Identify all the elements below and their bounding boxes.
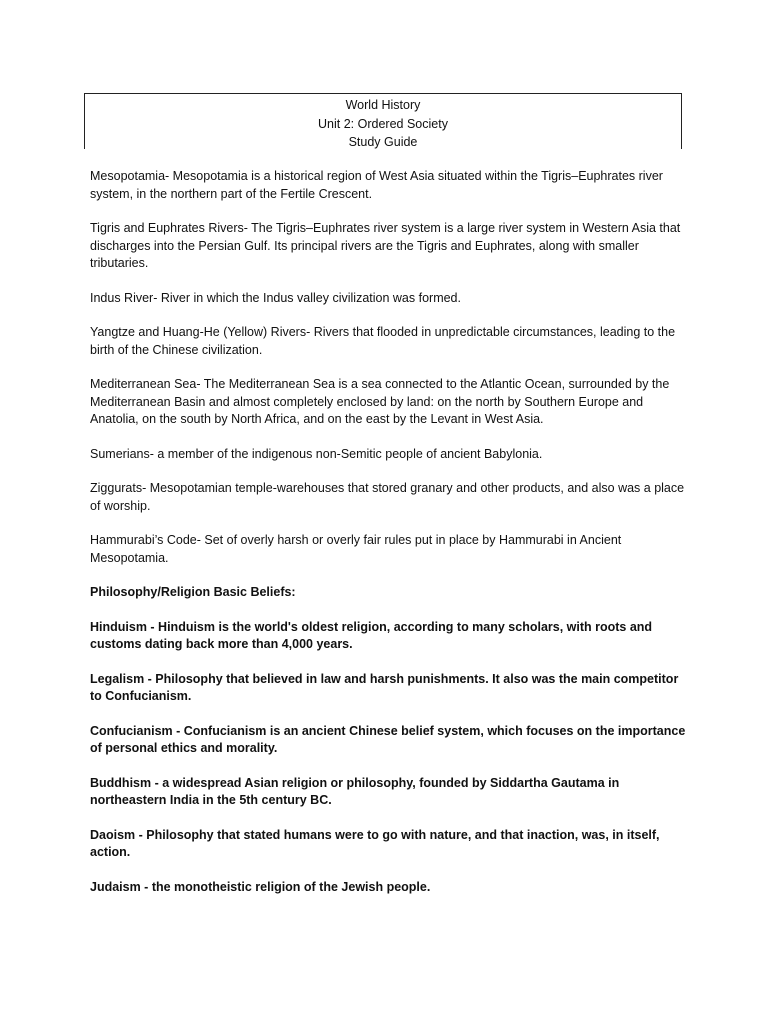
belief-confucianism: Confucianism - Confucianism is an ancient Chinese belief system, which focuses on the importance of personal ethics and morality.	[90, 723, 686, 755]
term-mediterranean-sea: Mediterranean Sea- The Mediterranean Sea is a sea connected to the Atlantic Ocean, surrounded by the Mediterranean Basin and almost completely enclosed by land: on the north by Southern Europe and Anatolia, on the south by North Africa, and on the east by the Levant in West Asia.	[90, 377, 670, 426]
belief-buddhism: Buddhism - a widespread Asian religion or philosophy, founded by Siddartha Gautama in northeastern India in the 5th century BC.	[90, 775, 620, 807]
document-title: Study Guide	[348, 135, 418, 150]
course-title: World History	[345, 98, 421, 112]
term-tigris-euphrates: Tigris and Euphrates Rivers- The Tigris–Euphrates river system is a large river system in Western Asia that discharges into the Persian Gulf. Its principal rivers are the Tigris and Euphrates, along with smaller tributaries.	[90, 221, 681, 270]
document-body	[90, 168, 690, 913]
philosophy-heading: Philosophy/Religion Basic Beliefs:	[90, 585, 296, 599]
term-sumerians: Sumerians- a member of the indigenous non-Semitic people of ancient Babylonia.	[90, 446, 543, 461]
term-ziggurats: Ziggurats- Mesopotamian temple-warehouses that stored granary and other products, and also was a place of worship.	[90, 481, 685, 513]
term-hammurabis-code: Hammurabi’s Code- Set of overly harsh or overly fair rules put in place by Hammurabi in Ancient Mesopotamia.	[90, 533, 622, 565]
term-mesopotamia: Mesopotamia- Mesopotamia is a historical region of West Asia situated within the Tigris–Euphrates river system, in the northern part of the Fertile Crescent.	[90, 169, 663, 201]
unit-title: Unit 2: Ordered Society	[318, 116, 448, 131]
belief-hinduism: Hinduism - Hinduism is the world's oldest religion, according to many scholars, with roots and customs dating back more than 4,000 years.	[90, 619, 653, 651]
term-yangtze-huanghe: Yangtze and Huang-He (Yellow) Rivers- Rivers that flooded in unpredictable circumstances, leading to the birth of the Chinese civilization.	[90, 325, 676, 357]
belief-daoism: Daoism - Philosophy that stated humans were to go with nature, and that inaction, was, in itself, action.	[90, 827, 660, 859]
term-indus-river: Indus River- River in which the Indus valley civilization was formed.	[90, 290, 461, 305]
belief-legalism: Legalism - Philosophy that believed in law and harsh punishments. It also was the main competitor to Confucianism.	[90, 671, 679, 703]
belief-judaism: Judaism - the monotheistic religion of the Jewish people.	[90, 879, 431, 894]
header-box	[84, 93, 682, 149]
